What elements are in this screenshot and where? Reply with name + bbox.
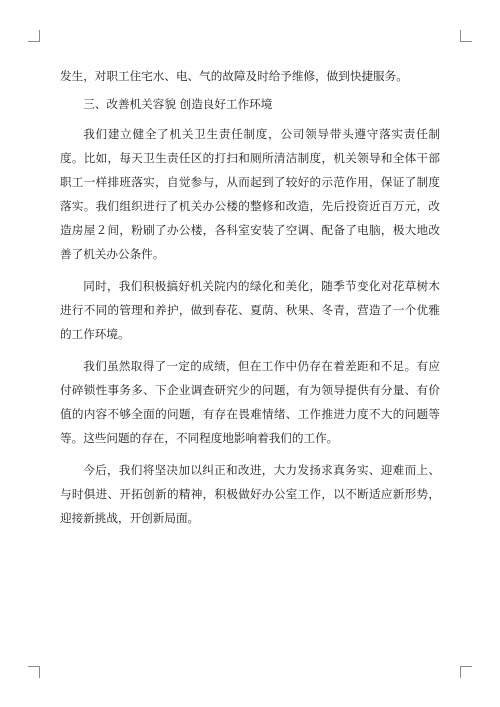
body-paragraph-2: 同时，我们积极搞好机关院内的绿化和美化，随季节变化对花草树木进行不同的管理和养护，做到春花、夏荫、秋果、冬青，营造了一个优雅的工作环境。	[60, 279, 440, 341]
body-paragraph-4: 今后，我们将坚决加以纠正和改进，大力发扬求真务实、迎难而上、与时俱进、开拓创新的精神，积极做好办公室工作，以不断适应新形势，迎接新挑战，开创新局面。	[60, 463, 440, 525]
page-corner-mark-bottom-right	[460, 666, 472, 678]
page-corner-mark-top-right	[460, 30, 472, 42]
page-corner-mark-bottom-left	[28, 666, 40, 678]
body-paragraph-1: 我们建立健全了机关卫生责任制度，公司领导带头遵守落实责任制度。比如，每天卫生责任区的打扫和厕所清洁制度，机关领导和全体干部职工一样排班落实，自觉参与，从而起到了较好的示范作用，保证了制度落实。我们组织进行了机关办公楼的整修和改造，先后投资近百万元，改造房屋２间，粉刷了办公楼，各科室安装了空调、配备了电脑，极大地改善了机关办公条件。	[60, 127, 440, 261]
document-body	[60, 64, 440, 538]
page-corner-mark-top-left	[28, 30, 40, 42]
section-heading: 三、改善机关容貌 创造良好工作环境	[83, 97, 273, 111]
body-paragraph-3: 我们虽然取得了一定的成绩，但在工作中仍存在着差距和不足。有应付碎锁性事务多、下企业调查研究少的问题，有为领导提供有分量、有价值的内容不够全面的问题，有存在畏难情绪、工作推进力度不大的问题等等。这些问题的存在，不同程度地影响着我们的工作。	[60, 359, 440, 445]
continuation-paragraph: 发生，对职工住宅水、电、气的故障及时给予维修，做到快捷服务。	[60, 69, 408, 83]
